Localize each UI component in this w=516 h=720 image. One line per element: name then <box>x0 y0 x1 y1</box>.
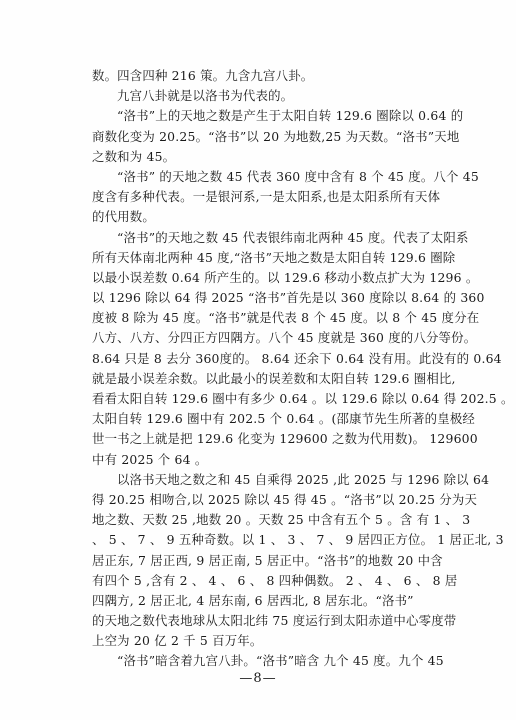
text-line: “洛书”的天地之数 45 代表银纬南北两种 45 度。代表了太阳系 <box>117 229 469 245</box>
text-line: 度含有多种代表。一是银河系,一是太阳系,也是太阳系所有天体 <box>92 189 441 205</box>
text-line: 看看太阳自转 129.6 圈中有多少 0.64 。以 129.6 除以 0.64 得 202.5 。 <box>92 391 514 406</box>
text-line: 、 5 、 7 、 9 五种奇数。以 1 、 3 、 7 、 9 居四正方位。 1 居正北, 3 <box>92 532 504 548</box>
text-line: 就是最小误差余数。以此最小的误差数和太阳自转 129.6 圈相比, <box>92 370 456 386</box>
text-line: 度被 8 除为 45 度。“洛书”就是代表 8 个 45 度。以 8 个 45 度分在 <box>92 310 480 326</box>
text-line: 商数化变为 20.25。“洛书”以 20 为地数,25 为天数。“洛书”天地 <box>92 128 460 144</box>
text-line: “洛书” 的天地之数 45 代表 360 度中含有 8 个 45 度。八个 45 <box>117 168 479 184</box>
text-line: 以最小误差数 0.64 所产生的。以 129.6 移动小数点扩大为 1296 。 <box>92 269 479 285</box>
text-line: 以洛书天地之数之和 45 自乘得 2025 ,此 2025 与 1296 除以 64 <box>117 471 490 487</box>
text-line: 有四个 5 ,含有 2 、 4 、 6 、 8 四种偶数。 2 、 4 、 6 、 8 居 <box>92 572 458 588</box>
text-line: 的天地之数代表地球从太阳北纬 75 度运行到太阳赤道中心零度带 <box>92 613 457 629</box>
text-line: 居正东, 7 居正西, 9 居正南, 5 居正中。“洛书”的地数 20 中含 <box>92 552 443 568</box>
text-line: 以 1296 除以 64 得 2025 “洛书”首先是以 360 度除以 8.64 的 360 <box>92 290 485 306</box>
text-line: 世一书之上就是把 129.6 化变为 129600 之数为代用数)。 129600 <box>92 431 478 447</box>
text-line: “洛书”暗含着九宫八卦。“洛书”暗含 九个 45 度。九个 45 <box>117 653 444 669</box>
text-line: 数。四含四种 216 策。九含九宫八卦。 <box>92 68 314 83</box>
text-line: 中有 2025 个 64 。 <box>92 451 208 467</box>
text-line: 太阳自转 129.6 圈中有 202.5 个 0.64 。(邵康节先生所著的皇极经 <box>92 411 476 427</box>
text-line: 所有天体南北两种 45 度,“洛书”天地之数是太阳自转 129.6 圈除 <box>92 249 456 265</box>
text-line: 的代用数。 <box>92 209 155 225</box>
text-line: 之数和为 45。 <box>92 148 176 164</box>
text-line: 地之数、天数 25 ,地数 20 。天数 25 中含有五个 5 。含 有 1 、 3 <box>92 512 471 528</box>
text-line: “洛书”上的天地之数是产生于太阳自转 129.6 圈除以 0.64 的 <box>117 108 464 124</box>
text-line: 得 20.25 相吻合,以 2025 除以 45 得 45 。“洛书”以 20.25 分为天 <box>92 491 478 507</box>
text-line: 四隅方, 2 居正北, 4 居东南, 6 居西北, 8 居东北。“洛书” <box>92 592 414 608</box>
page-number: —8— <box>239 671 277 686</box>
text-line: 九宫八卦就是以洛书为代表的。 <box>117 88 294 104</box>
body-text <box>92 66 514 672</box>
text-line: 8.64 只是 8 去分 360度的。 8.64 还余下 0.64 没有用。此没有的 0.64 <box>92 350 502 366</box>
text-line: 八方、八方、分四正方四隅方。八个 45 度就是 360 度的八分等份。 <box>92 330 477 346</box>
text-line: 上空为 20 亿 2 千 5 百万年。 <box>92 633 263 649</box>
